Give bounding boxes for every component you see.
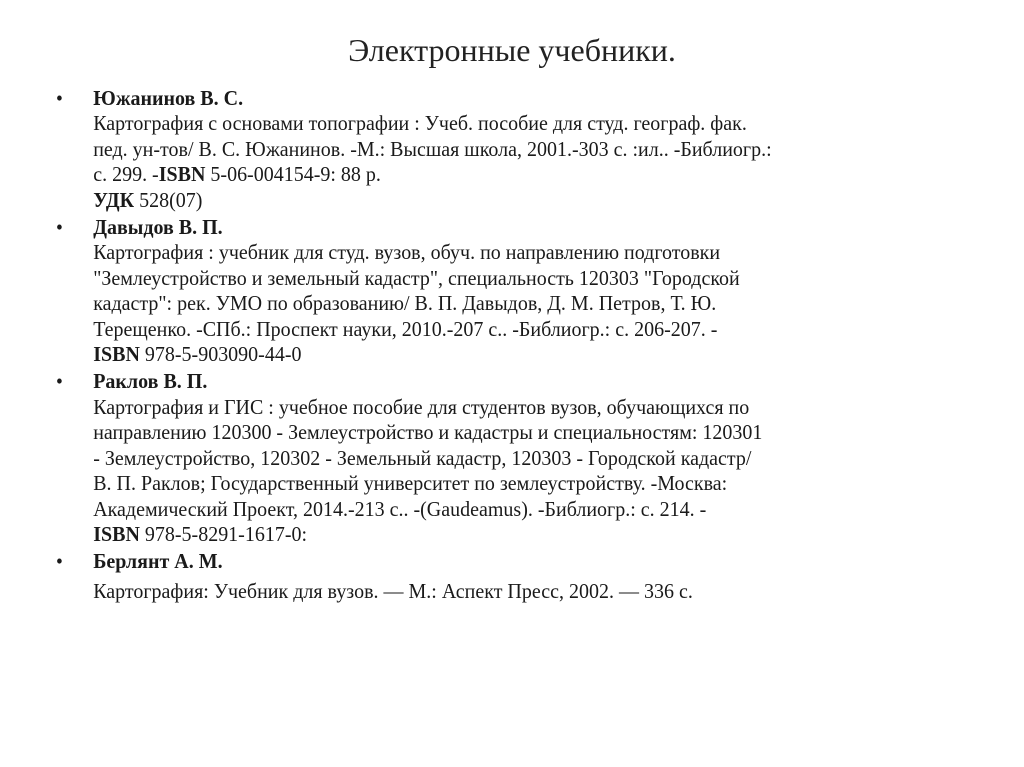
author-name: Раклов В. П. [93,369,208,394]
citation-line: Терещенко. -СПб.: Проспект науки, 2010.-207 с.. -Библиогр.: с. 206-207. - [93,316,718,341]
author-name: Южанинов В. С. [93,86,244,110]
isbn-label: ISBN [93,342,140,367]
list-item [56,86,930,213]
page-title: Электронные учебники. [348,32,676,68]
citation-line: "Землеустройство и земельный кадастр", специальность 120303 "Городской [93,265,740,290]
citation-line: Картография с основами топографии : Учеб. пособие для студ. географ. фак. [93,111,747,136]
author-name: Берлянт А. М. [93,549,223,574]
author-name: Давыдов В. П. [93,215,223,240]
list-item [56,549,930,604]
citation-line: кадастр": рек. УМО по образованию/ В. П. Давыдов, Д. М. Петров, Т. Ю. [93,291,717,316]
citation-line: - Землеустройство, 120302 - Земельный кадастр, 120303 - Городской кадастр/ [93,445,752,470]
bullet-icon: • [56,215,63,240]
udk-label: УДК [93,187,135,212]
citation-line: Академический Проект, 2014.-213 с.. -(Gaudeamus). -Библиогр.: с. 214. - [93,496,707,521]
bullet-icon: • [56,86,63,110]
citation-line: с. 299. -ISBN 5-06-004154-9: 88 р. [93,162,381,187]
list-item [56,215,930,367]
isbn-label: ISBN [158,162,206,187]
citation-line: В. П. Раклов; Государственный университет по землеустройству. -Москва: [93,471,728,496]
citation-line: Картография : учебник для студ. вузов, обуч. по направлению подготовки [93,240,721,265]
list-item [56,369,930,547]
citation-line: Картография: Учебник для вузов. — М.: Аспект Пресс, 2002. — 336 с. [93,578,693,603]
bullet-icon: • [56,549,63,574]
citation-line: направлению 120300 - Землеустройство и кадастры и специальностям: 120301 [93,420,763,445]
citation-line: ISBN 978-5-8291-1617-0: [93,521,308,546]
citation-line: ISBN 978-5-903090-44-0 [93,342,302,367]
bullet-icon: • [56,369,63,394]
isbn-label: ISBN [93,521,140,546]
bibliography-list [56,86,996,606]
citation-line: пед. ун-тов/ В. С. Южанинов. -М.: Высшая школа, 2001.-303 с. :ил.. -Библиогр.: [93,136,772,161]
citation-line: УДК 528(07) [93,187,203,212]
citation-line: Картография и ГИС : учебное пособие для студентов вузов, обучающихся по [93,394,750,419]
